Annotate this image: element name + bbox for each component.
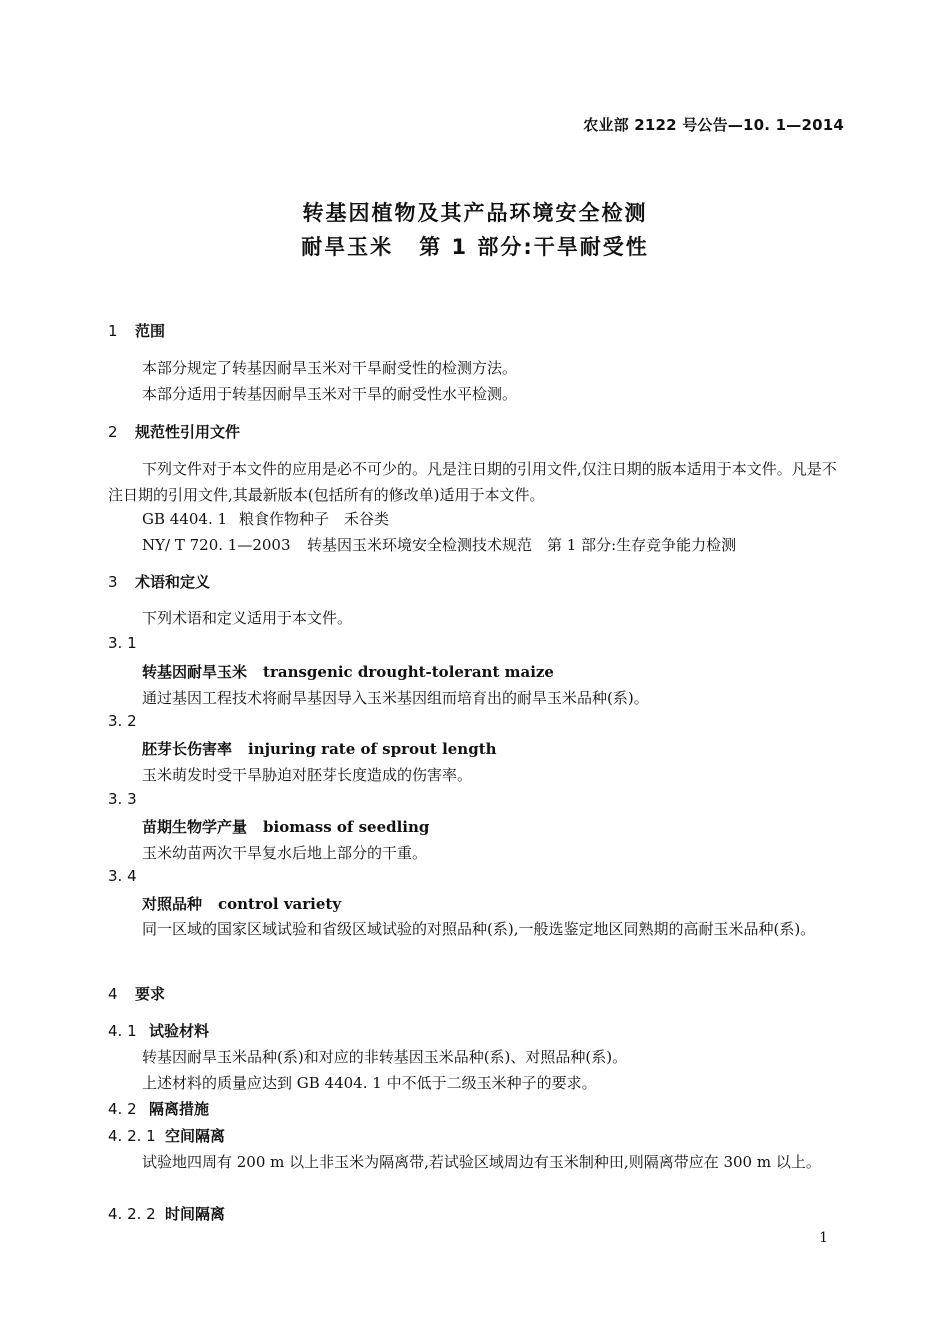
title-subject: 耐旱玉米 — [301, 235, 394, 259]
term-definition: 玉米幼苗两次干旱复水后地上部分的干重。 — [142, 844, 428, 862]
term-definition: 同一区域的国家区域试验和省级区域试验的对照品种(系),一般选鉴定地区同熟期的高耐玉米品种(系)。 — [142, 920, 816, 938]
section-3-para-1: 下列术语和定义适用于本文件。 — [142, 609, 353, 627]
subsection-heading-4-1: 4. 1 试验材料 — [108, 1022, 210, 1040]
term-definition: 通过基因工程技术将耐旱基因导入玉米基因组而培育出的耐旱玉米品种(系)。 — [142, 689, 649, 707]
normative-reference: GB 4404. 1 粮食作物种子 禾谷类 — [142, 510, 390, 528]
term-definition: 玉米萌发时受干旱胁迫对胚芽长度造成的伤害率。 — [142, 766, 473, 784]
section-heading-1: 1 范围 — [108, 322, 166, 340]
subsection-heading-4-2-1: 4. 2. 1 空间隔离 — [108, 1127, 226, 1145]
subsection-heading-4-2-2: 4. 2. 2 时间隔离 — [108, 1205, 226, 1223]
term-number: 3. 4 — [108, 867, 137, 885]
section-4-1-para-1: 转基因耐旱玉米品种(系)和对应的非转基因玉米品种(系)、对照品种(系)。 — [142, 1048, 628, 1066]
normative-reference: NY/ T 720. 1—2003 转基因玉米环境安全检测技术规范 第 1 部分:生存竞争能力检测 — [142, 536, 737, 554]
section-4-1-para-2: 上述材料的质量应达到 GB 4404. 1 中不低于二级玉米种子的要求。 — [142, 1074, 597, 1092]
section-heading-3: 3 术语和定义 — [108, 573, 211, 591]
term-entry: 苗期生物学产量 biomass of seedling — [142, 818, 430, 836]
page-number: 1 — [819, 1230, 828, 1246]
subsection-heading-4-2: 4. 2 隔离措施 — [108, 1100, 210, 1118]
term-entry: 胚芽长伤害率 injuring rate of sprout length — [142, 740, 497, 758]
term-entry: 转基因耐旱玉米 transgenic drought-tolerant maize — [142, 663, 554, 681]
standard-code: 农业部 2122 号公告—10. 1—2014 — [583, 116, 844, 134]
section-1-para-2: 本部分适用于转基因耐旱玉米对干旱的耐受性水平检测。 — [142, 385, 518, 403]
section-4-2-1-para-1: 试验地四周有 200 m 以上非玉米为隔离带,若试验区域周边有玉米制种田,则隔离带应在 300 m 以上。 — [142, 1153, 821, 1171]
document-title-line2 — [0, 231, 950, 261]
section-heading-4: 4 要求 — [108, 985, 166, 1003]
document-title-line1: 转基因植物及其产品环境安全检测 — [302, 201, 648, 225]
term-number: 3. 3 — [108, 790, 137, 808]
term-number: 3. 2 — [108, 712, 137, 730]
section-heading-2: 2 规范性引用文件 — [108, 423, 241, 441]
term-entry: 对照品种 control variety — [142, 895, 342, 913]
term-number: 3. 1 — [108, 634, 137, 652]
section-1-para-1: 本部分规定了转基因耐旱玉米对干旱耐受性的检测方法。 — [142, 359, 518, 377]
title-part: 第 1 部分:干旱耐受性 — [419, 235, 649, 259]
section-2-para-1: 下列文件对于本文件的应用是必不可少的。凡是注日期的引用文件,仅注日期的版本适用于本文件。凡是不注日期的引用文件,其最新版本(包括所有的修改单)适用于本文件。 — [108, 460, 837, 504]
